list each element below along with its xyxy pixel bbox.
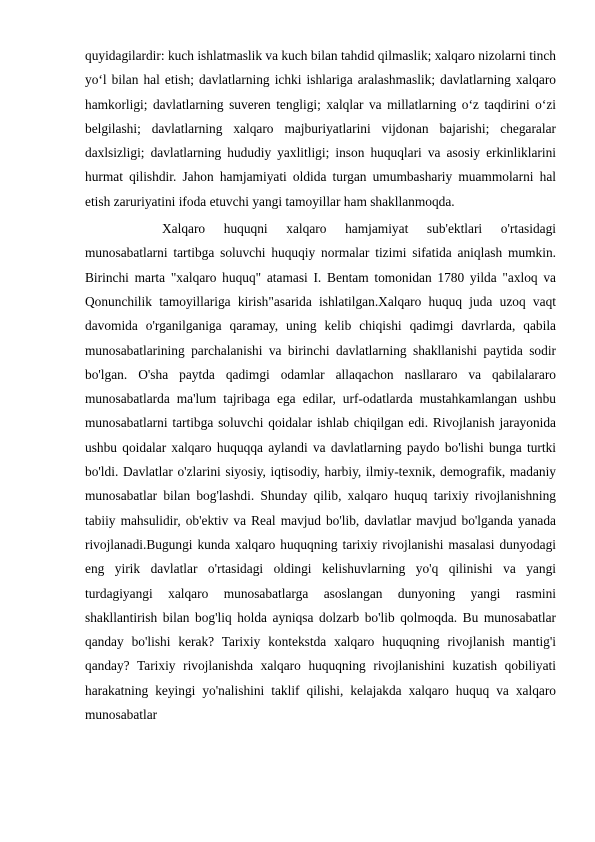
document-page — [85, 44, 556, 727]
paragraph-principles: quyidagilardir: kuch ishlatmaslik va kuch bilan tahdid qilmaslik; xalqaro nizolarni tinch yo‘l bilan hal etish; davlatlarning ichki ishlariga aralashmaslik; davlatlarning xalqaro hamkorligi; davlatlarning suveren tengligi; xalqlar va millatlarning o‘z taqdirini o‘zi belgilashi; davlatlarning xalqaro majburiyatlarini vijdonan bajarishi; chegaralar daxlsizligi; davlatlarning hududiy yaxlitligi; inson huquqlari va asosiy erkinliklarini hurmat qilishdir. Jahon hamjamiyati oldida turgan umumbashariy muammolarni hal etish zaruriyatini ifoda etuvchi yangi tamoyillar ham shakllanmoqda. — [85, 48, 556, 209]
paragraph-international-law: Xalqaro huquqni xalqaro hamjamiyat sub'ektlari o'rtasidagi munosabatlarni tartibga soluvchi huquqiy normalar tizimi sifatida aniqlash mumkin. Birinchi marta "xalqaro huquq" atamasi I. Bentam tomonidan 1780 yilda "axloq va Qonunchilik tamoyillariga kirish"asarida ishlatilgan.Xalqaro huquq juda uzoq vaqt davomida o'rganilganiga qaramay, uning kelib chiqishi qadimgi davrlarda, qabila munosabatlarining parchalanishi va birinchi davlatlarning shakllanishi paytida sodir bo'lgan. O'sha paytda qadimgi odamlar allaqachon nasllararo va qabilalararo munosabatlarda ma'lum tajribaga ega edilar, urf-odatlarda mustahkamlangan ushbu munosabatlarni tartibga soluvchi qoidalar ishlab chiqilgan edi. Rivojlanish jarayonida ushbu qoidalar xalqaro huquqqa aylandi va davlatlarning paydo bo'lishi bunga turtki bo'ldi. Davlatlar o'zlarini siyosiy, iqtisodiy, harbiy, ilmiy-texnik, demografik, madaniy munosabatlar bilan bog'lashdi. Shunday qilib, xalqaro huquq tarixiy rivojlanishning tabiiy mahsulidir, ob'ektiv va Real mavjud bo'lib, davlatlar mavjud bo'lganda yanada rivojlanadi.Bugungi kunda xalqaro huquqning tarixiy rivojlanishi masalasi dunyodagi eng yirik davlatlar o'rtasidagi oldingi kelishuvlarning yo'q qilinishi va yangi turdagiyangi xalqaro munosabatlarga asoslangan dunyoning yangi rasmini shakllantirish bilan bog'liq holda ayniqsa dolzarb bo'lib qolmoqda. Bu munosabatlar qanday bo'lishi kerak? Tarixiy kontekstda xalqaro huquqning rivojlanish mantig'i qanday? Tarixiy rivojlanishda xalqaro huquqning rivojlanishini kuzatish qobiliyati harakatning keyingi yo'nalishini taklif qilishi, kelajakda xalqaro huquq va xalqaro munosabatlar — [85, 221, 556, 723]
